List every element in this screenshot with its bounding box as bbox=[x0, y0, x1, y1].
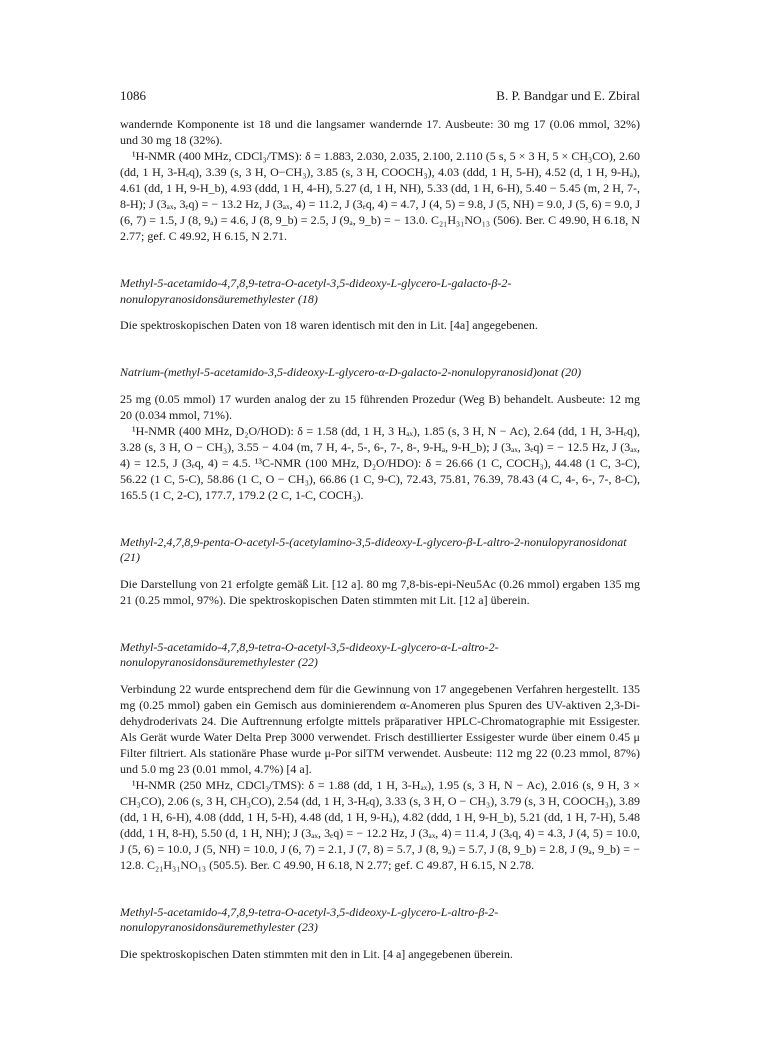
section-title: Methyl-2,4,7,8,9-penta-O-acetyl-5-(acetylamino-3,5-dideoxy-L-glycero-β-L-altro-2-nonulopyranosidonat (21) bbox=[120, 534, 627, 564]
running-authors: B. P. Bandgar und E. Zbiral bbox=[496, 88, 640, 103]
section-title: Methyl-5-acetamido-4,7,8,9-tetra-O-acetyl-3,5-dideoxy-L-glycero-L-altro-β-2-nonulopyranosidonsäuremethylester (23) bbox=[120, 904, 499, 934]
section-paragraph: Die Darstellung von 21 erfolgte gemäß Lit. [12 a]. 80 mg 7,8-bis-epi-Neu5Ac (0.26 mmol) ergaben 135 mg 21 (0.25 mmol, 97%). Die spektroskopischen Daten stimmten mit Lit. [12 a] überein. bbox=[120, 576, 640, 607]
page-number: 1086 bbox=[120, 88, 146, 103]
section-paragraph: Die spektroskopischen Daten von 18 waren identisch mit den in Lit. [4a] angegebenen. bbox=[120, 318, 538, 332]
section-compound-21 bbox=[120, 535, 640, 608]
document-page bbox=[120, 88, 640, 962]
section-compound-23 bbox=[120, 905, 640, 962]
section-compound-18 bbox=[120, 276, 640, 333]
section-title: Methyl-5-acetamido-4,7,8,9-tetra-O-acetyl-3,5-dideoxy-L-glycero-L-galacto-β-2-nonulopyranosidonsäuremethylester (18) bbox=[120, 276, 512, 306]
section-nmr-paragraph: ¹H-NMR (250 MHz, CDCl₃/TMS): δ = 1.88 (dd, 1 H, 3-Hₐₓ), 1.95 (s, 3 H, N − Ac), 2.016 (s, 9 H, 3 × CH₃CO), 2.06 (s, 3 H, CH₃CO), 2.54 (dd, 1 H, 3-Hₑq), 3.33 (s, 3 H, O − CH₃), 3.79 (s, 3 H, COOCH₃), 3.89 (dd, 1 H, 6-H), 4.08 (ddd, 1 H, 5-H), 4.48 (dd, 1 H, 9-Hₐ), 4.82 (ddd, 1 H, 9-H_b), 5.21 (dd, 1 H, 7-H), 5.48 (ddd, 1 H, 8-H), 5.50 (d, 1 H, NH); J (3ₐₓ, 3ₑq) = − 12.2 Hz, J (3ₐₓ, 4) = 11.4, J (3ₑq, 4) = 4.3, J (4, 5) = 10.0, J (5, 6) = 10.0, J (5, NH) = 10.0, J (6, 7) = 2.1, J (7, 8) = 5.7, J (8, 9ₐ) = 5.7, J (8, 9_b) = 2.8, J (9ₐ, 9_b) = − 12.8. C₂₁H₃₁NO₁₃ (505.5). Ber. C 49.90, H 6.18, N 2.77; gef. C 49.87, H 6.15, N 2.78. bbox=[120, 777, 640, 872]
section-title: Natrium-(methyl-5-acetamido-3,5-dideoxy-L-glycero-α-D-galacto-2-nonulopyranosid)onat (20) bbox=[120, 365, 582, 379]
nmr-paragraph: ¹H-NMR (400 MHz, CDCl₃/TMS): δ = 1.883, 2.030, 2.035, 2.100, 2.110 (5 s, 5 × 3 H, 5 × CH₃CO), 2.60 (dd, 1 H, 3-Hₑq), 3.39 (s, 3 H, O−CH₃), 3.85 (s, 3 H, COOCH₃), 4.03 (ddd, 1 H, 5-H), 4.52 (d, 1 H, 9-Hₐ), 4.61 (dd, 1 H, 9-H_b), 4.93 (ddd, 1 H, 4-H), 5.27 (d, 1 H, NH), 5.33 (dd, 1 H, 6-H), 5.40 − 5.45 (m, 2 H, 7-, 8-H); J (3ₐₓ, 3ₑq) = − 13.2 Hz, J (3ₐₓ, 4) = 11.2, J (3ₑq, 4) = 4.7, J (4, 5) = 9.8, J (5, NH) = 9.0, J (5, 6) = 9.0, J (6, 7) = 1.5, J (8, 9ₐ) = 4.6, J (8, 9_b) = 2.5, J (9ₐ, 9_b) = − 13.0. C₂₁H₃₁NO₁₃ (506). Ber. C 49.90, H 6.18, N 2.77; gef. C 49.92, H 6.15, N 2.71. bbox=[120, 149, 640, 243]
section-paragraph: Die spektroskopischen Daten stimmten mit den in Lit. [4 a] angegebenen überein. bbox=[120, 946, 513, 961]
section-paragraph: Verbindung 22 wurde entsprechend dem für die Gewinnung von 17 angegebenen Verfahren hergestellt. 135 mg (0.25 mmol) gaben ein Gemisch aus dominierendem α-Anomeren plus Spuren des UV-aktiven 2,3-Di-dehydroderivats 24. Die Auftrennung erfolgte mittels präparativer HPLC-Chromatographie mit Essigester. Als Gerät wurde Water Delta Prep 3000 verwendet. Frisch destillierter Essigester wurde über einem 0.45 μ Filter filtriert. Als stationäre Phase wurde μ-Por silTM verwendet. Ausbeute: 112 mg 22 (0.23 mmol, 87%) und 5.0 mg 23 (0.01 mmol, 4.7%) [4 a]. bbox=[120, 681, 640, 776]
running-header bbox=[120, 88, 640, 104]
section-paragraph: 25 mg (0.05 mmol) 17 wurden analog der zu 15 führenden Prozedur (Weg B) behandelt. Ausbeute: 12 mg 20 (0.034 mmol, 71%). bbox=[120, 391, 640, 422]
intro-paragraph: wandernde Komponente ist 18 und die langsamer wandernde 17. Ausbeute: 30 mg 17 (0.06 mmol, 32%) und 30 mg 18 (32%). bbox=[120, 117, 640, 147]
section-title: Methyl-5-acetamido-4,7,8,9-tetra-O-acetyl-3,5-dideoxy-L-glycero-α-L-altro-2-nonulopyranosidonsäuremethylester (22) bbox=[120, 639, 499, 669]
section-nmr-paragraph: ¹H-NMR (400 MHz, D₂O/HOD): δ = 1.58 (dd, 1 H, 3 Hₐₓ), 1.85 (s, 3 H, N − Ac), 2.64 (dd, 1 H, 3-Hₑq), 3.28 (s, 3 H, O − CH₃), 3.55 − 4.04 (m, 7 H, 4-, 5-, 6-, 7-, 8-, 9-Hₐ, 9-H_b); J (3ₐₓ, 3ₑq) = − 12.5 Hz, J (3ₐₓ, 4) = 12.5, J (3ₑq, 4) = 4.5. ¹³C-NMR (100 MHz, D₂O/HDO): δ = 26.66 (1 C, COCH₃), 44.48 (1 C, 3-C), 56.22 (1 C, 5-C), 58.86 (1 C, O − CH₃), 66.86 (1 C, 9-C), 72.43, 75.81, 76.39, 78.43 (4 C, 4-, 6-, 7-, 8-C), 165.5 (1 C, 2-C), 177.7, 179.2 (2 C, 1-C, COCH₃). bbox=[120, 423, 640, 502]
section-compound-22 bbox=[120, 640, 640, 873]
section-compound-20 bbox=[120, 365, 640, 503]
